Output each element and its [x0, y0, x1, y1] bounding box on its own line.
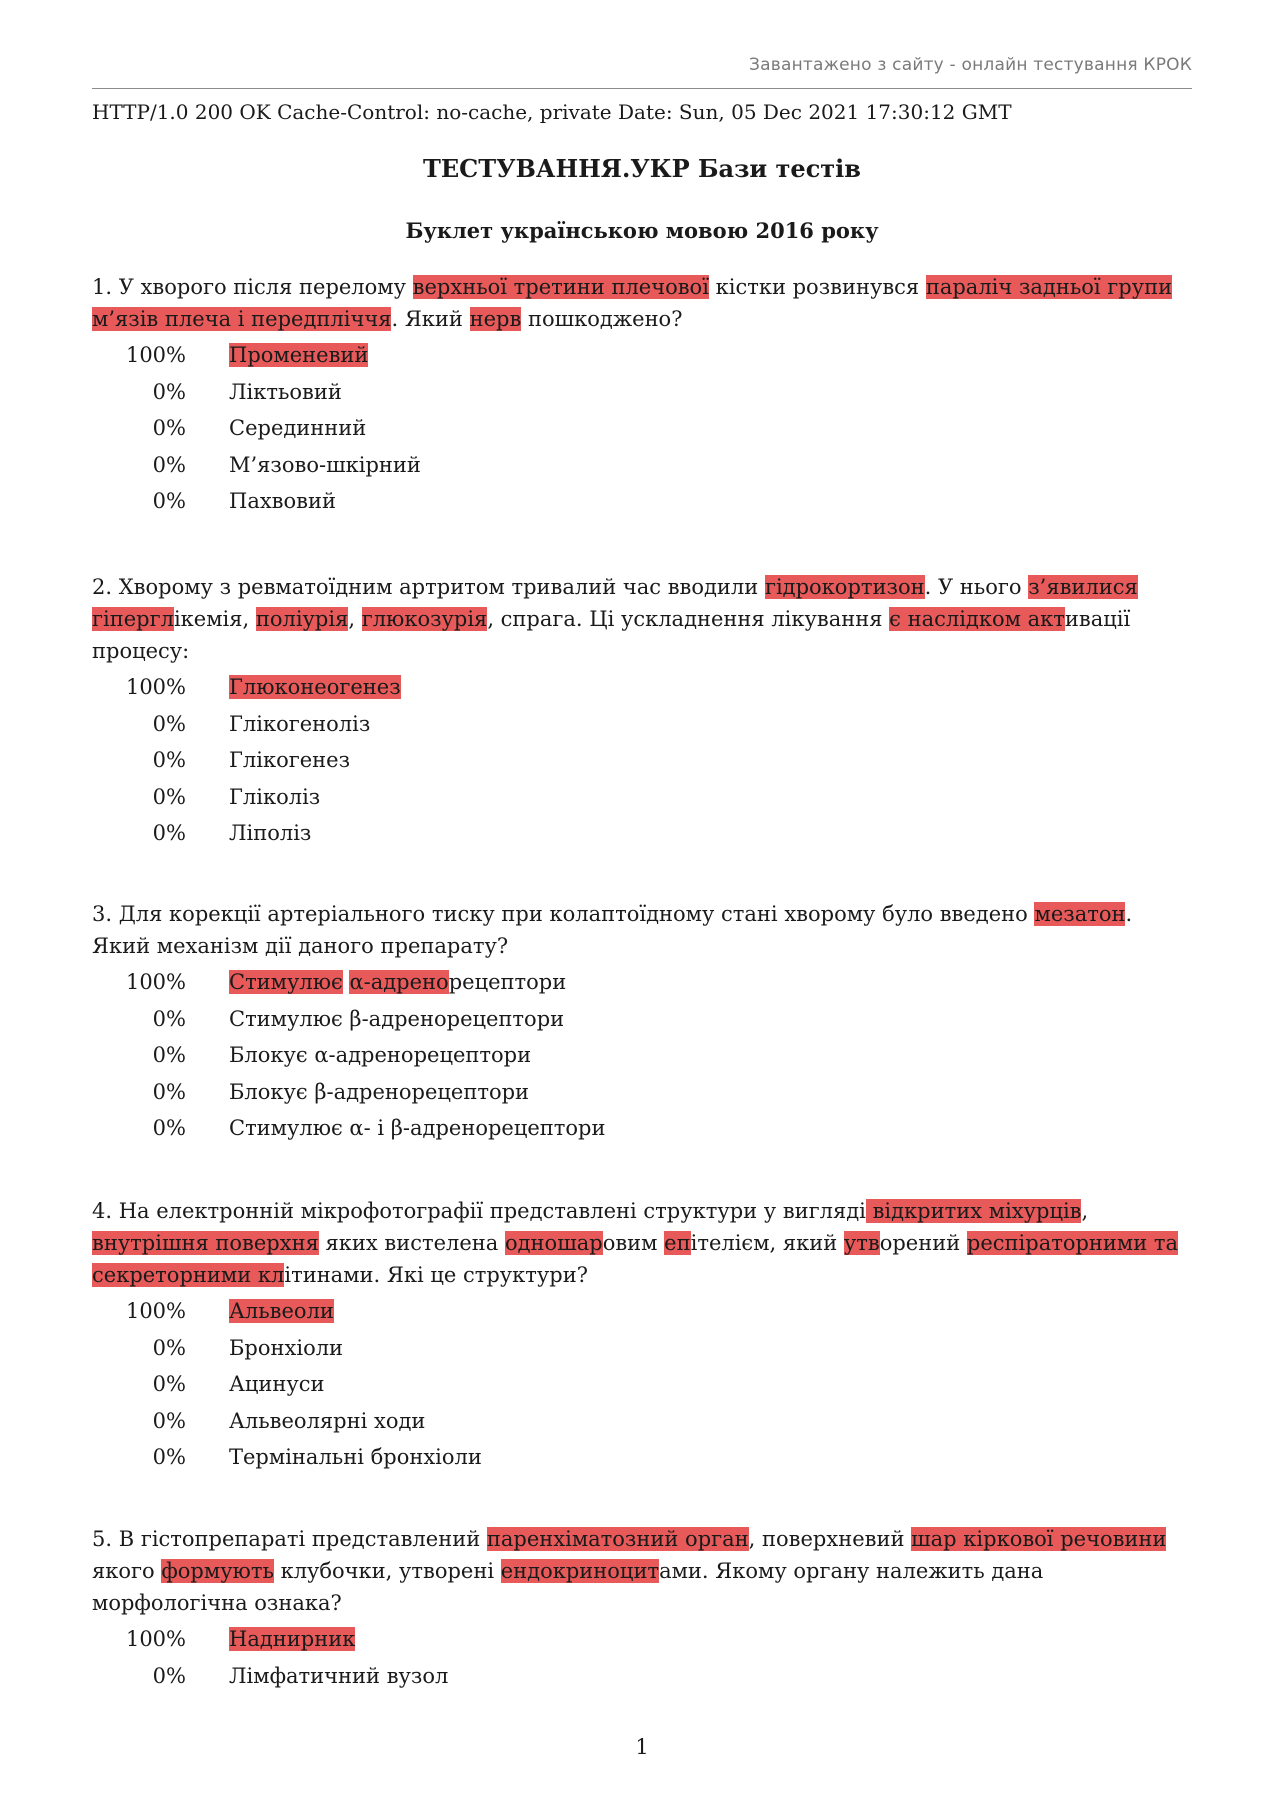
question-text: [92, 1523, 1192, 1619]
answer-text: [229, 380, 342, 404]
text-segment: овим: [602, 1231, 665, 1255]
highlighted-text: Променевий: [229, 343, 369, 368]
answer-text: [229, 1664, 448, 1688]
answer-percentage: 0%: [152, 452, 186, 477]
answer-option: [92, 1074, 1192, 1111]
answer-text: [229, 821, 311, 845]
answer-text: [229, 1007, 564, 1031]
answer-option: [92, 1403, 1192, 1440]
answer-percentage: 100%: [125, 675, 186, 700]
text-segment: 3. Для корекції артеріального тиску при колаптоїдному стані хворому було введено: [92, 902, 1035, 926]
highlighted-text: респіраторними та секреторними кл: [92, 1231, 1179, 1287]
text-segment: . Який: [391, 307, 470, 331]
answer-percentage: 0%: [152, 1043, 186, 1068]
highlighted-text: верхньої третини плечової: [412, 275, 709, 299]
answer-option: [92, 1293, 1192, 1330]
answer-text: [229, 1080, 529, 1104]
answer-percentage: 0%: [152, 1335, 186, 1360]
answer-text: [229, 343, 368, 367]
answer-text: [229, 1043, 531, 1067]
highlighted-text: Глюконеогенез: [229, 675, 401, 700]
answer-text: [229, 748, 350, 772]
answer-option: [92, 1658, 1192, 1695]
text-segment: ,: [1081, 1199, 1089, 1223]
answer-percentage: 0%: [152, 1006, 186, 1031]
text-segment: Альвеолярні ходи: [229, 1408, 426, 1433]
highlighted-text: паренхіматозний орган: [486, 1527, 749, 1551]
answer-text: [229, 1336, 343, 1360]
text-segment: . Який механізм дії даного препарату?: [92, 902, 1133, 958]
text-segment: Ліктьовий: [229, 379, 342, 404]
highlighted-text: Наднирник: [229, 1627, 356, 1652]
answer-option: [92, 964, 1192, 1001]
answer-percentage: 0%: [152, 748, 186, 773]
answer-percentage: 100%: [125, 1627, 186, 1652]
highlighted-text: поліурія: [255, 607, 349, 631]
text-segment: . У нього: [924, 575, 1029, 599]
highlighted-text: утв: [843, 1231, 880, 1255]
answer-text: [229, 675, 401, 699]
highlighted-text: формують: [161, 1559, 274, 1583]
text-segment: клубочки, утворені: [273, 1559, 501, 1583]
question-1: [92, 271, 1192, 520]
answer-text: [229, 1116, 605, 1140]
text-segment: Стимулює β-адренорецептори: [229, 1006, 565, 1031]
text-segment: Серединний: [229, 416, 367, 441]
question-text: [92, 271, 1192, 335]
text-segment: ікемія,: [173, 607, 256, 631]
text-segment: Блокує α-адренорецептори: [229, 1043, 532, 1068]
answer-list: [92, 669, 1192, 852]
highlighted-text: еп: [664, 1231, 691, 1255]
answer-option: [92, 1439, 1192, 1476]
question-2: [92, 571, 1192, 852]
answer-option: [92, 1001, 1192, 1038]
text-segment: 4. На електронній мікрофотографії представлені структури у вигляді: [92, 1199, 866, 1223]
text-segment: ітелієм, який: [690, 1231, 844, 1255]
answer-percentage: 0%: [152, 1079, 186, 1104]
text-segment: рецептори: [448, 970, 567, 995]
answer-list: [92, 337, 1192, 520]
text-segment: Ацинуси: [229, 1372, 325, 1397]
answer-percentage: 0%: [152, 379, 186, 404]
answer-option: [92, 706, 1192, 743]
highlighted-text: є наслідком акт: [889, 607, 1065, 631]
text-segment: Блокує β-адренорецептори: [229, 1079, 530, 1104]
answer-text: [229, 1299, 334, 1323]
question-4: [92, 1195, 1192, 1476]
question-text: [92, 571, 1192, 667]
text-segment: ітинами. Які це структури?: [284, 1263, 588, 1287]
answer-option: [92, 1330, 1192, 1367]
text-segment: Ліполіз: [229, 821, 312, 846]
text-segment: ами. Якому органу належить дана морфологічна ознака?: [92, 1559, 1044, 1615]
header-divider: [92, 88, 1192, 89]
answer-text: [229, 970, 566, 994]
text-segment: Стимулює α- і β-адренорецептори: [229, 1116, 606, 1141]
highlighted-text: шар кіркової речовини: [911, 1527, 1167, 1551]
text-segment: якого: [92, 1559, 162, 1583]
page-subtitle: Буклет українською мовою 2016 року: [405, 218, 879, 243]
answer-percentage: 0%: [152, 1116, 186, 1141]
page-title: ТЕСТУВАННЯ.УКР Бази тестів: [423, 154, 861, 183]
answer-percentage: 0%: [152, 821, 186, 846]
text-segment: Лімфатичний вузол: [229, 1663, 449, 1688]
answer-text: [229, 489, 336, 513]
answer-percentage: 0%: [152, 489, 186, 514]
answer-option: [92, 374, 1192, 411]
answer-text: [229, 416, 366, 440]
answer-option: [92, 779, 1192, 816]
answer-option: [92, 1621, 1192, 1658]
text-segment: орений: [879, 1231, 967, 1255]
text-segment: ,: [348, 607, 362, 631]
question-3: [92, 898, 1192, 1147]
answer-option: [92, 1037, 1192, 1074]
question-text: [92, 898, 1192, 962]
answer-option: [92, 815, 1192, 852]
answer-option: [92, 1366, 1192, 1403]
answer-option: [92, 410, 1192, 447]
answer-percentage: 0%: [152, 1372, 186, 1397]
text-segment: Гліколіз: [229, 784, 321, 809]
answer-percentage: 0%: [152, 416, 186, 441]
highlighted-text: внутрішня поверхня: [92, 1231, 319, 1255]
highlighted-text: параліч задньої групи м’язів плеча і передпліччя: [92, 275, 1173, 331]
answer-percentage: 0%: [152, 1663, 186, 1688]
text-segment: Термінальні бронхіоли: [229, 1445, 482, 1470]
text-segment: , спрага. Ці ускладнення лікування: [487, 607, 890, 631]
answer-option: [92, 1110, 1192, 1147]
text-segment: Бронхіоли: [229, 1335, 344, 1360]
text-segment: Глікогенез: [229, 748, 351, 773]
text-segment: , поверхневий: [748, 1527, 912, 1551]
highlighted-text: глюкозурія: [361, 607, 488, 631]
highlighted-text: Альвеоли: [229, 1299, 334, 1324]
answer-option: [92, 669, 1192, 706]
answer-text: [229, 1409, 425, 1433]
answer-text: [229, 1445, 482, 1469]
text-segment: Пахвовий: [229, 489, 336, 514]
answer-percentage: 100%: [125, 343, 186, 368]
text-segment: кістки розвинувся: [708, 275, 926, 299]
highlighted-text: гідрокортизон: [764, 575, 925, 599]
highlighted-text: α-адрено: [349, 970, 449, 995]
text-segment: яких вистелена: [318, 1231, 505, 1255]
text-segment: М’язово-шкірний: [229, 452, 421, 477]
text-segment: ивації процесу:: [92, 607, 1131, 663]
answer-text: [229, 453, 421, 477]
answer-option: [92, 337, 1192, 374]
question-5: [92, 1523, 1192, 1694]
answer-list: [92, 1293, 1192, 1476]
answer-option: [92, 483, 1192, 520]
text-segment: 1. У хворого після перелому: [92, 275, 413, 299]
answer-percentage: 0%: [152, 784, 186, 809]
answer-text: [229, 1372, 325, 1396]
answer-list: [92, 964, 1192, 1147]
highlighted-text: ендокриноцит: [500, 1559, 660, 1583]
text-segment: Глікогеноліз: [229, 711, 371, 736]
page-number: 1: [635, 1735, 649, 1759]
highlighted-text: відкритих міхурців: [865, 1199, 1082, 1223]
answer-list: [92, 1621, 1192, 1694]
http-header-line: HTTP/1.0 200 OK Cache-Control: no-cache, private Date: Sun, 05 Dec 2021 17:30:12 GMT: [92, 100, 1012, 124]
text-segment: 2. Хворому з ревматоїдним артритом тривалий час вводили: [92, 575, 765, 599]
answer-percentage: 0%: [152, 1445, 186, 1470]
answer-text: [229, 1627, 355, 1651]
answer-percentage: 100%: [125, 970, 186, 995]
highlighted-text: Стимулює: [229, 970, 343, 995]
answer-percentage: 100%: [125, 1299, 186, 1324]
highlighted-text: з’явилися гіпергл: [92, 575, 1138, 631]
answer-text: [229, 785, 320, 809]
answer-percentage: 0%: [152, 711, 186, 736]
text-segment: пошкоджено?: [521, 307, 683, 331]
answer-option: [92, 742, 1192, 779]
question-text: [92, 1195, 1192, 1291]
answer-option: [92, 447, 1192, 484]
text-segment: 5. В гістопрепараті представлений: [92, 1527, 487, 1551]
answer-text: [229, 712, 370, 736]
answer-percentage: 0%: [152, 1408, 186, 1433]
highlighted-text: одношар: [504, 1231, 603, 1255]
highlighted-text: мезатон: [1034, 902, 1126, 926]
site-header: Завантажено з сайту - онлайн тестування КРОК: [749, 55, 1192, 75]
highlighted-text: нерв: [469, 307, 522, 331]
